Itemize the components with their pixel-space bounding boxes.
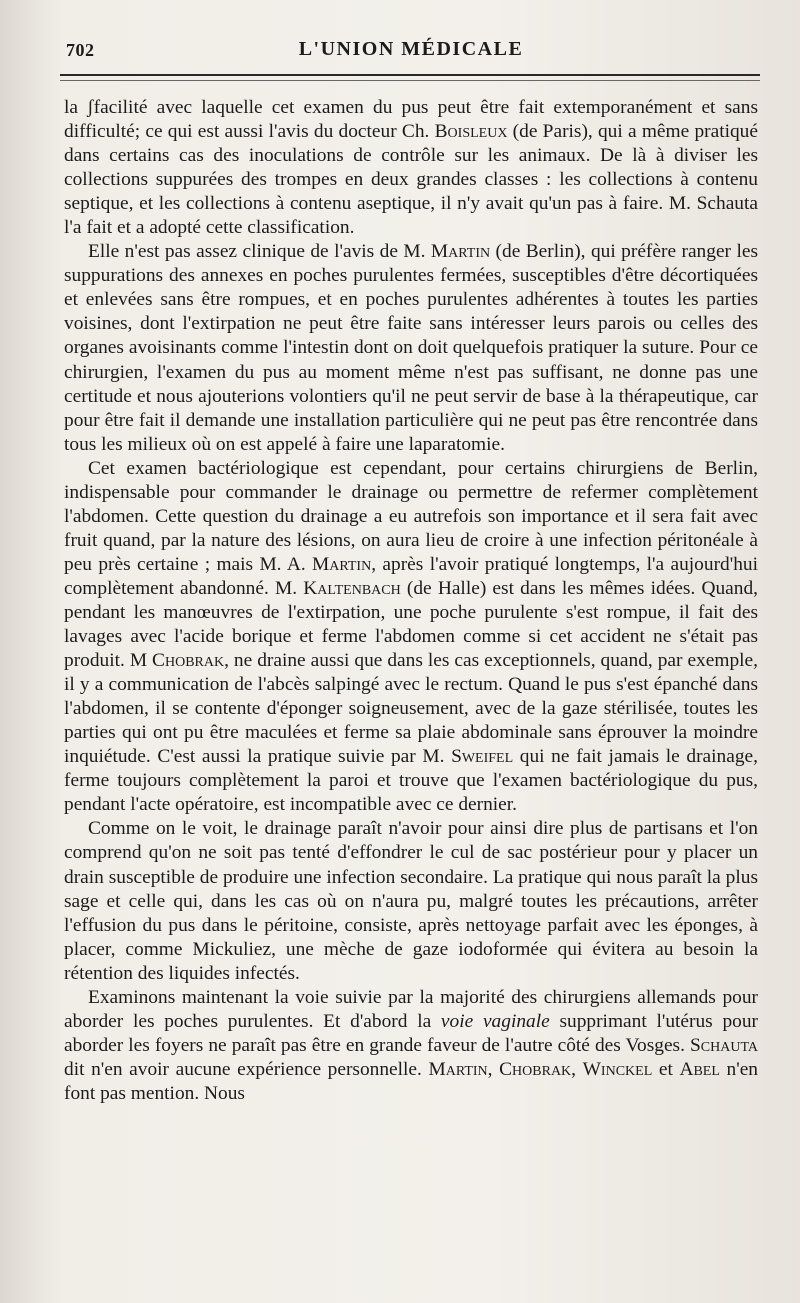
- author-name: Boisleux: [434, 121, 508, 143]
- page-header: [66, 36, 756, 64]
- author-name: Abel: [679, 1058, 720, 1080]
- header-rule-thin: [60, 80, 760, 81]
- text-segment: Comme on le voit, le drainage paraît n'avoir pour ainsi dire plus de partisans et l'on comprend qu'on ne soit pas tenté d'effondrer le cul de sac postérieur pour y placer un drain susceptible de produire une infection secondaire. La pratique qui nous paraît la plus sage et celle qui, dans les cas où on n'aura pu, malgré toutes les précautions, arrêter l'effusion du pus dans le péritoine, consiste, après nettoyage parfait avec les éponges, à placer, comme Mickuliez, une mèche de gaze iodoformée qui évitera au besoin la rétention des liquides infectés.: [64, 818, 758, 984]
- text-segment: dit n'en avoir aucune expérience personnelle.: [64, 1058, 429, 1080]
- text-segment: Elle n'est pas assez clinique de l'avis de M.: [88, 241, 431, 263]
- text-segment: , ne draine aussi que dans les cas exceptionnels, quand, par exemple, il y a communication de l'abcès salpingé avec le rectum. Quand le pus s'est épanché dans l'abdomen, il se contente d'éponger soigneusement, avec de la gaze stérilisée, toutes les parties qui ont pu être maculées et ferme sa plaie abdominale sans éprouver la moindre inquiétude. C'est aussi la pratique suivie par M.: [64, 650, 758, 768]
- running-title: L'UNION MÉDICALE: [298, 38, 524, 60]
- text-segment: Examinons maintenant la voie suivie par la majorité des chirurgiens allemands pour aborder les poches purulentes. Et d'abord la: [64, 986, 758, 1032]
- author-name: Martin: [312, 553, 372, 575]
- author-name: Sweifel: [451, 746, 514, 768]
- author-name: Martin: [430, 241, 491, 263]
- paragraph: [64, 457, 758, 818]
- text-segment: et: [652, 1058, 680, 1080]
- paragraph: [64, 240, 758, 456]
- author-name: Chobrak: [499, 1058, 572, 1080]
- paragraph: [64, 986, 758, 1106]
- text-segment: (de Berlin), qui préfère ranger les suppurations des annexes en poches purulentes fermées, susceptibles d'être décortiquées et enlevées sans être rompues, et en poches purulentes adhérentes à toutes les parties voisines, dont l'extirpation ne peut être faite sans intéresser leurs parois ou celles des organes avoisinants comme l'intestin dont on doit quelquefois pratiquer la suture. Pour ce chirurgien, l'examen du pus au moment même n'est pas suffisant, ne donne pas une certitude et nous ajouterions volontiers qu'il ne peut servir de base à la thérapeutique, car pour être fait il demande une installation particulière qui ne peut pas être rencontrée dans tous les milieux où on est appelé à faire une laparatomie.: [64, 241, 758, 455]
- author-name: Winckel: [582, 1058, 653, 1080]
- page-number: 702: [66, 40, 95, 60]
- text-segment: supprimant l'utérus pour aborder les foyers ne paraît pas être en grande faveur de l'autre côté des Vosges.: [64, 1010, 758, 1056]
- text-segment: n'en font pas mention. Nous: [64, 1058, 758, 1104]
- paragraph: [64, 817, 758, 985]
- author-name: Kaltenbach: [303, 577, 401, 599]
- text-segment: , après l'avoir pratiqué longtemps, l'a aujourd'hui complètement abandonné. M.: [64, 553, 758, 599]
- text-segment: (de Paris), qui a même pratiqué dans certains cas des inoculations de contrôle sur les animaux. De là à diviser les collections suppurées des trompes en deux grandes classes : les collections à contenu septique, et les collections à contenu aseptique, il n'y avait qu'un pas à faire. M. Schauta l'a fait et a adopté cette classification.: [64, 121, 758, 239]
- text-segment: ,: [487, 1058, 500, 1080]
- text-segment: la ʃfacilité avec laquelle cet examen du pus peut être fait extemporanément et sans difficulté; ce qui est aussi l'avis du docteur Ch.: [64, 97, 758, 143]
- author-name: Schauta: [690, 1034, 758, 1056]
- text-segment: ,: [571, 1058, 583, 1080]
- text-segment: Cet examen bactériologique est cependant, pour certains chirurgiens de Berlin, indispensable pour commander le drainage ou permettre de refermer complètement l'abdomen. Cette question du drainage a eu autrefois son importance et il sera fait avec fruit quand, par la nature des lésions, on aura lieu de croire à une infection péritonéale à peu près certaine ; mais M. A.: [64, 457, 758, 575]
- article-body: [64, 96, 758, 1106]
- emphasis-text: voie vaginale: [440, 1010, 550, 1032]
- text-segment: qui ne fait jamais le drainage, ferme toujours complètement la paroi et trouve que l'examen bactériologique du pus, pendant l'acte opératoire, est incompatible avec ce dernier.: [64, 746, 758, 816]
- author-name: Chobrak: [152, 650, 225, 672]
- author-name: Martin: [428, 1058, 488, 1080]
- paragraph: [64, 96, 758, 240]
- text-segment: (de Halle) est dans les mêmes idées. Quand, pendant les manœuvres de l'extirpation, une poche purulente s'est rompue, il fait des lavages avec l'acide borique et ferme l'abdomen comme si cet accident ne s'était pas produit. M: [64, 577, 758, 672]
- header-rule: [60, 74, 760, 76]
